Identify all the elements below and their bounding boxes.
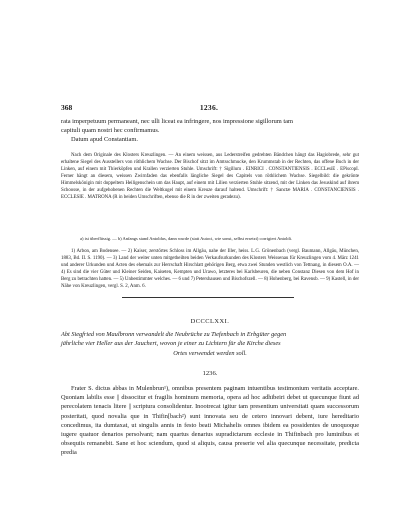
- latin-line: capituli quam nostri hec confirmamus.: [61, 126, 160, 134]
- latin-line: rata imperpetuum permaneant, nec ulli liceat ea infringere, nos impressione sigillorum tam: [61, 118, 293, 125]
- page-number: 368: [61, 103, 73, 112]
- seal-description-text: Nach dem Originale des Klosters Kreuzlingen. — An einem weissen, aus Lederstreifen gedrehten Bändchen hängt das Hagiobrede, sehr gut erhaltene Siegel des Ausstellers von röthlichem Wachse. Der Bischof sitzt im Amtsschmucke, den Krummstab in der Rechten, das offene Buch in der Linken, auf einem mit Thierköpfen und Krallen verzierten Stuhle. Umschrift: † Sigillum . EINRICI . CONSTANTIENSIS . ECCLesiE . EPiscopI. Ferner hängt an diesem, weissen Zwirnfaden das ebenfalls längliche Siegel des Capitels von röthlichem Wachse. Siegelbild: die gekrönte Himmelskönigin mit doppeltem Heiligenschein um das Haupt, auf einem mit Lilien verzierten Stuhle sitzend, mit der Linken das Jesuskind auf ihrem Schoosse, in der aufgehobenen Rechten die Weltkugel mit einem Kreuze darauf haltend. Umschrift: † Sanctæ MARIA . CONSTANCIENSIS . ECCLESIE . MATRONA (R in beiden Umschriften, ebenso die R in der zweiten geradezu).: [61, 153, 359, 201]
- textual-footnotes-text: a) ist überflüssig. — b) Anfangs stand Antoldus, dann wurde (statt Autoci, wie sonst, selbst ersetzt) corrigiert Antoldi.: [80, 236, 292, 241]
- regest-line: Ortes verwendet werden soll.: [173, 349, 247, 357]
- numbered-footnotes: [61, 249, 359, 291]
- datum-line: Datum apud Constantiam.: [71, 135, 138, 143]
- charter-text: [61, 384, 359, 458]
- numbered-footnotes-text: 1) Arbon, am Bodensee. — 2) Kaiser, zerstörtes Schloss im Allgäu, nahe der Iller, heiss. L.G. Grönenbach (vergl. Baumann, Allgäu, München, 1883, Bd. II. S. 1190). — 3) Land der weiter unten mitgetheilten beiden Verkaufsurkunden des Klosters Weissenau für Kreuzlingen vom 4. März 1241 und anderer Urkunden und Acten des ehemals zur Herrschaft Hirschlatt gehörigen Berg, etwa zwei Stunden westlich von Tettnang, in diesem O.A. — 4) Es sind die vier Güter und Kleiner Seiden, Kaiseten, Kempten und Urawo, letzteres bei Karlsbeuren, die neben Constanz Diesen von dem Hof in Berg zu betrachten hatten. — 5) Unbestimmter welches. — 6 und 7) Petershausen und Bischofszell. — 8) Hohenberg, bei Ravensb. — 9) Kastell, in der Nähe von Kreuzlingen, vergl. S. 2, Anm. 6.: [61, 249, 359, 289]
- page-header: [61, 103, 357, 113]
- latin-text-continuation: [61, 118, 359, 145]
- header-year: 1236.: [199, 103, 219, 112]
- section-divider: [122, 297, 294, 298]
- document-regest: [61, 330, 359, 358]
- regest-line: jährliche vier Heller aus der Jauchert, wovon je einer zu Lichtern für die Kirche dieses: [61, 340, 281, 348]
- seal-description: [61, 152, 359, 201]
- document-number: DCCCLXXI.: [190, 318, 230, 325]
- regest-line: Abt Siegfried von Maulbronn verwandelt die Neubrüche zu Tiefenbach in Erbgüter gegen: [61, 331, 287, 338]
- charter-body: Frater S. dictus abbas in Mulenbrun¹), omnibus presentem paginam intuentibus testimonium veritatis acceptare. Quoniam labilis esse || dissocitur et fragilis hominum memoria, opera ad hoc adhibeiri debet ut quecunque fiunt ad perecolatem tenacis litere || scriptura consolidentur. Inootrecat igitur tam presentium universitati quam successorum posteritati, quod novalia que in Thifin[bach²) sunt innovata seu de cetero innovari debent, iure hereditario concedimus, ita dumtaxat, ut singulis annis in festo beati Michahelis omnes ibidem ea possidentes de unoquoque iugere quatuor denarios persolvant; nam quartus denarius supradictarum ecclesie in Thifinbach pro luminibus et obsequiis remanebit. Sane et hoc sciendum, quod si aliquis, causa preserie vel alia quecunque necessitate, predicta predia: [61, 385, 359, 457]
- document-year: 1236.: [202, 370, 218, 377]
- textual-footnotes: [80, 236, 359, 242]
